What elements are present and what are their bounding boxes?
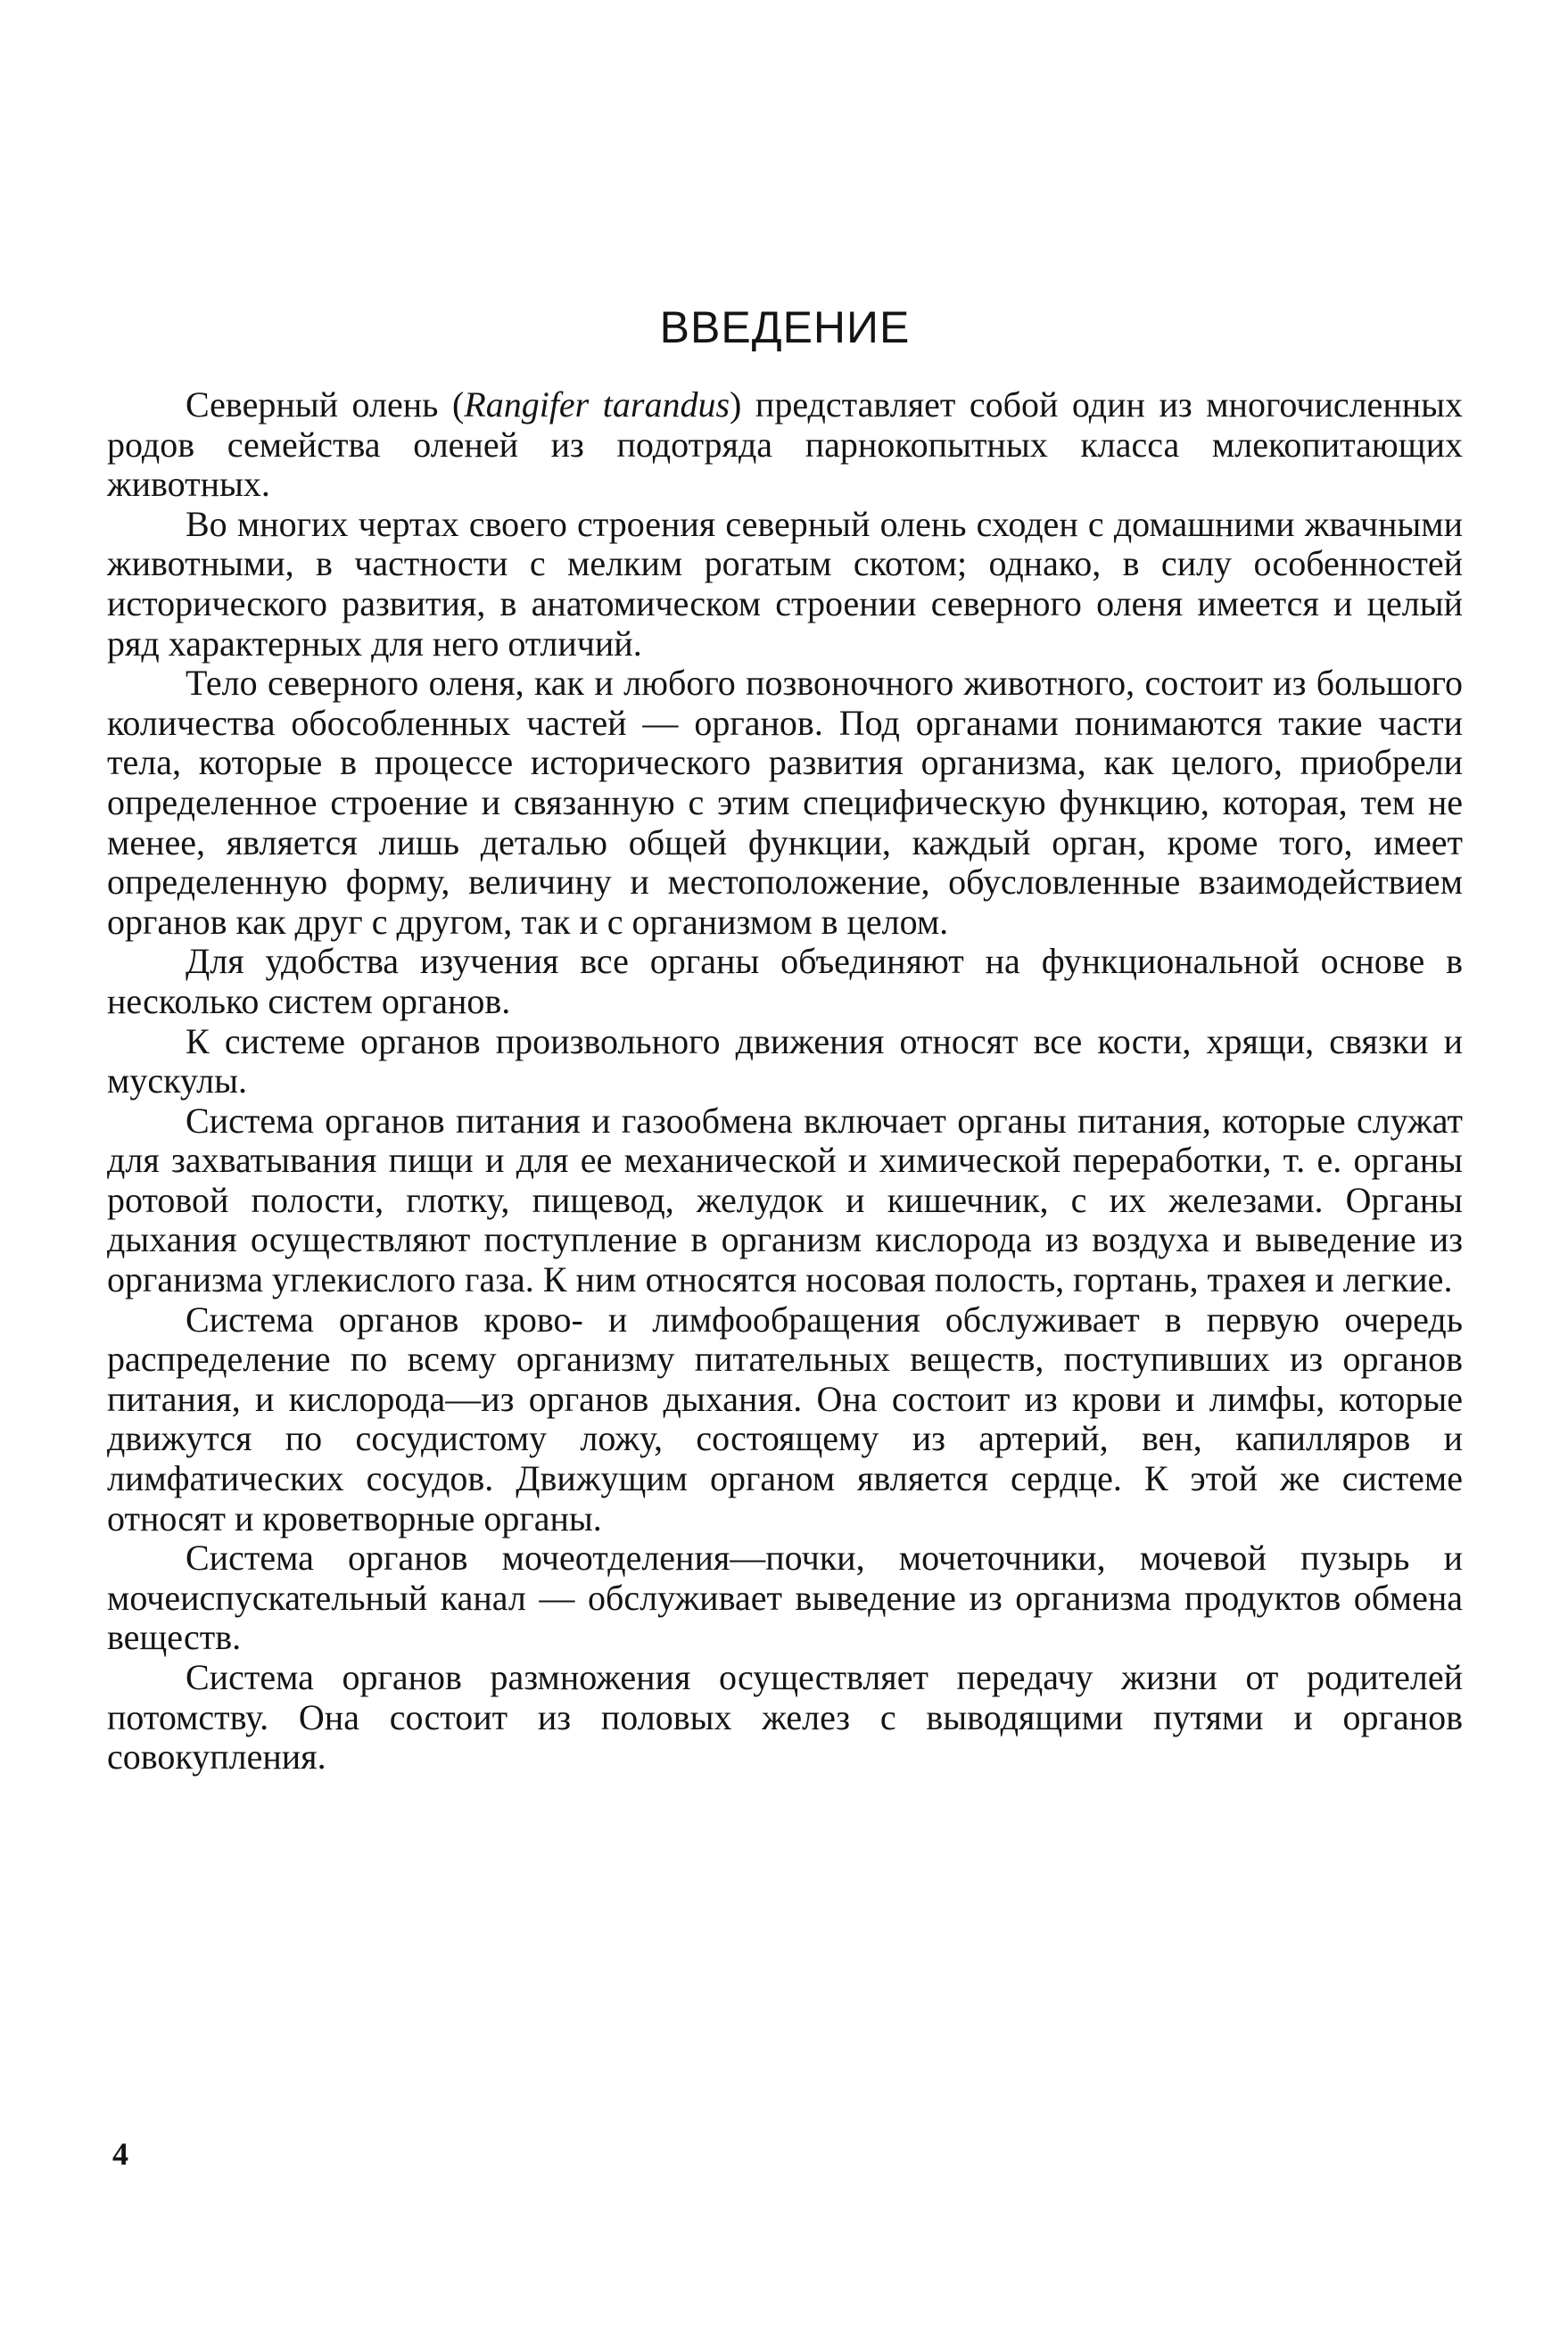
paragraph-similarity: Во многих чертах своего строения северный олень сходен с домашними жвачными животными, в частности с мелким рогатым скотом; однако, в силу особенностей исторического развития, в анатомическом строении северного оленя имеется и целый ряд характерных для него отличий. [107, 503, 1463, 664]
latin-species-name: Rangifer tarandus [464, 384, 730, 425]
paragraph-organs: Тело северного оленя, как и любого позвоночного животного, состоит из большого количества обособленных частей — органов. Под органами понимаются такие части тела, которые в процессе исторического развития организма, как целого, приобрели определенное строение и связанную с этим специфическую функцию, которая, тем не менее, является лишь деталью общей функции, каждый орган, кроме того, имеет определенную форму, величину и местоположение, обусловленные взаимодействием органов как друг с другом, так и с организмом в целом. [107, 663, 1463, 942]
paragraph-nutrition-system: Система органов питания и газообмена включает органы питания, которые служат для захватывания пищи и для ее механической и химической переработки, т. е. органы ротовой полости, глотку, пищевод, желудок и кишечник, с их железами. Органы дыхания осуществляют поступление в организм кислорода из воздуха и выведение из организма углекислого газа. К ним относятся носовая полость, гортань, трахея и легкие. [107, 1100, 1463, 1300]
paragraph-reproductive-system: Система органов размножения осуществляет передачу жизни от родителей потомству. Она состоит из половых желез с выводящими путями и органов совокупления. [107, 1657, 1463, 1778]
paragraph-movement-system: К системе органов произвольного движения относят все кости, хрящи, связки и мускулы. [107, 1020, 1463, 1101]
paragraph-systems: Для удобства изучения все органы объединяют на функциональной основе в несколько систем органов. [107, 941, 1463, 1021]
page-number: 4 [112, 2136, 128, 2172]
paragraph-circulation-system: Система органов крово- и лимфообращения обслуживает в первую очередь распределение по всему организму питательных веществ, поступивших из органов питания, и кислорода—из органов дыхания. Она состоит из крови и лимфы, которые движутся по сосудистому ложу, состоящему из артерий, вен, капилляров и лимфатических сосудов. Движущим органом является сердце. К этой же системе относят и кроветворные органы. [107, 1299, 1463, 1538]
paragraph-urinary-system: Система органов мочеотделения—почки, мочеточники, мочевой пузырь и мочеиспускательный канал — обслуживает выведение из организма продуктов обмена веществ. [107, 1538, 1463, 1658]
chapter-title: ВВЕДЕНИЕ [659, 302, 911, 352]
paragraph-intro-rest: ) представляет собой один из многочисленных родов семейства оленей из подотряда парнокопытных класса млекопитающих животных. [107, 384, 1463, 505]
paragraph-intro-lead: Северный олень ( [186, 384, 465, 425]
paragraph-intro [107, 385, 1463, 505]
body-text [107, 385, 1463, 1778]
book-page [107, 0, 1463, 2351]
